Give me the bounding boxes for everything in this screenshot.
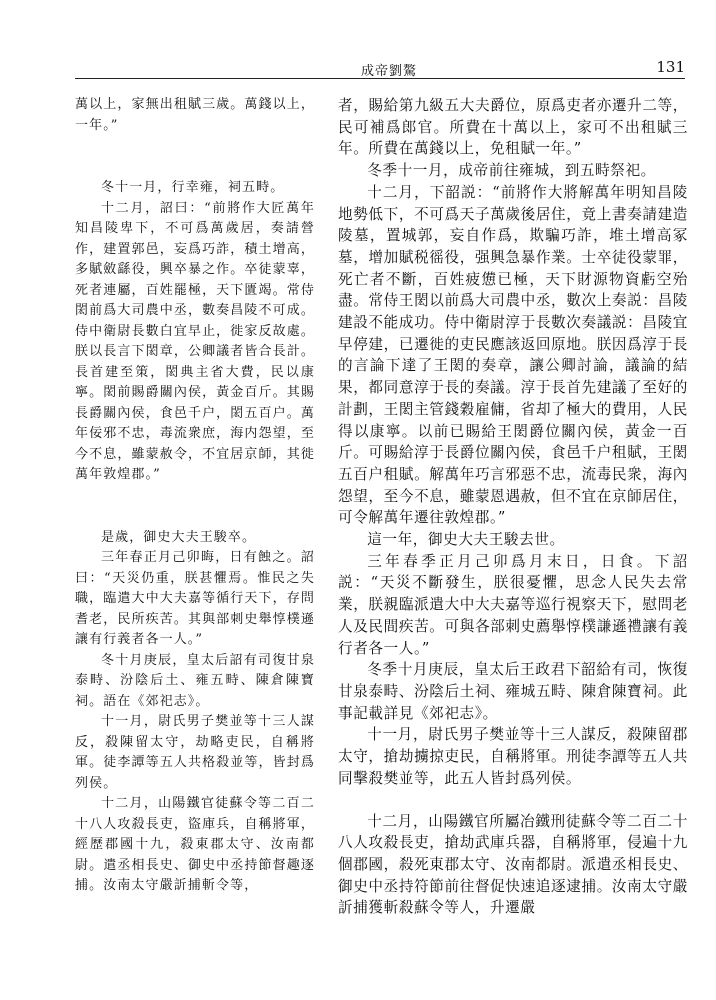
right-paragraph-8: 十二月，山陽鐵官所屬冶鐵刑徒蘇令等二百二十八人攻殺長吏，搶劫武庫兵器，自稱將軍，侵遍十九個郡國，殺死東郡太守、汝南都尉。派遣丞相長史、御史中丞持符節前往督促快速追逐逮捕。汝南太守嚴訢捕獲斬殺蘇令等人，升遷嚴 — [338, 812, 688, 917]
left-paragraph-5: 三年春正月己卯晦，日有蝕之。詔曰：“天災仍重，朕甚懼焉。惟民之失職，臨遣大中大夫嘉等循行天下，存問耆老，民所疾苦。其與部刺史舉惇樸遜讓有行義者各一人。” — [75, 550, 315, 647]
right-paragraph-6: 冬季十月庚辰，皇太后王政君下韶給有司，恢復甘泉泰畤、汾陰后土祠、雍城五畤、陳倉陳寶祠。此事記載詳見《郊祀志》。 — [338, 661, 688, 722]
right-paragraph-2: 冬季十一月，成帝前往雍城，到五畤祭祀。 — [367, 162, 656, 180]
translation-column — [338, 95, 688, 919]
right-paragraph-7: 十一月，尉氏男子樊並等十三人謀反，殺陳留郡太守，搶劫擄掠吏民，自稱將軍。刑徒李譚等五人共同擊殺樊並等，此五人皆封爲列侯。 — [338, 726, 688, 787]
page-number: 131 — [656, 58, 685, 76]
left-paragraph-2: 冬十一月，行幸雍，祠五畤。 — [101, 180, 285, 195]
right-paragraph-1: 者，賜給第九級五大夫爵位，原爲吏者亦遷升二等，民可補爲郎官。所費在十萬以上，家可不出租賦三年。所費在萬錢以上，免租賦一年。” — [338, 97, 688, 158]
left-paragraph-7: 十一月，尉氏男子樊並等十三人謀反，殺陳留太守，劫略吏民，自稱將軍。徒李譚等五人共格殺並等，皆封爲列侯。 — [75, 714, 315, 791]
left-paragraph-6: 冬十月庚辰，皇太后詔有司復甘泉泰畤、汾陰后土、雍五畤、陳倉陳寶祠。語在《郊祀志》。 — [75, 652, 315, 709]
page-header — [75, 58, 685, 79]
left-paragraph-4: 是歲，御史大夫王駿卒。 — [101, 529, 257, 545]
original-text-column — [75, 95, 315, 897]
left-paragraph-3: 十二月，詔曰：“前將作大匠萬年知昌陵卑下，不可爲萬歲居，奏請營作，建置郭邑，妄爲巧詐，積土增高，多賦斂繇役，興卒暴之作。卒徒蒙辜，死者連屬，百姓罷極，天下匱竭。常侍閎前爲大司農中丞，數奏昌陵不可成。侍中衛尉長數白宜早止，徙家反故處。朕以長言下閎章，公卿議者皆合長計。長首建至策，閎典主省大費，民以康寧。閎前賜爵關內侯，黃金百斤。其賜長爵關內侯，食邑千户，閎五百户。萬年佞邪不忠，毒流衆庶，海内怨望，至今不息，雖蒙赦令，不宜居京師，其徙萬年敦煌郡。” — [75, 200, 315, 482]
right-paragraph-5: 三年春季正月己卯爲月末日，日食。下詔説：“天災不斷發生，朕很憂懼，思念人民失去常業，朕親臨派遣大中大夫嘉等巡行視察天下，慰問老人及民間疾苦。可與各部刺史薦舉惇樸謙遜禮讓有義行者各一人。” — [338, 552, 688, 657]
running-title: 成帝劉驁 — [361, 64, 418, 79]
left-paragraph-8: 十二月，山陽鐵官徒蘇令等二百二十八人攻殺長吏，盜庫兵，自稱將軍，經歷郡國十九，殺東郡太守、汝南都尉。遣丞相長史、御史中丞持節督趣逐捕。汝南太守嚴訢捕斬令等， — [75, 796, 315, 893]
right-paragraph-3: 十二月，下韶説：“前將作大將解萬年明知昌陵地勢低下，不可爲天子萬歲後居住，竟上書奏請建造陵墓，置城郭，妄自作爲，欺騙巧詐，堆土增高冢墓，增加賦税徭役，强興急暴作業。士卒徒役蒙罪，死亡者不斷，百姓疲憊已極，天下財源物資虧空殆盡。常侍王閎以前爲大司農中丞，數次上奏説：昌陵建設不能成功。侍中衛尉淳于長數次奏議説：昌陵宜早停建，已遷徙的吏民應該返回原地。朕因爲淳于長的言論下達了王閎的奏章，讓公卿討論，議論的結果，都同意淳于長的奏議。淳于長首先建議了至好的計劃，王閎主管錢穀雇傭，省却了極大的費用，人民得以康寧。以前已賜給王閎爵位關內侯，黃金一百斤。可賜給淳于長爵位關內侯，食邑千户租賦，王閎五百户租賦。解萬年巧言邪惡不忠，流毒民衆，海內怨望，至今不息，雖蒙恩遇赦，但不宜在京師居住，可令解萬年遷往敦煌郡。” — [338, 183, 688, 527]
left-paragraph-1: 萬以上，家無出租賦三歲。萬錢以上，一年。” — [75, 97, 315, 133]
right-paragraph-4: 這一年，御史大夫王駿去世。 — [367, 531, 565, 549]
